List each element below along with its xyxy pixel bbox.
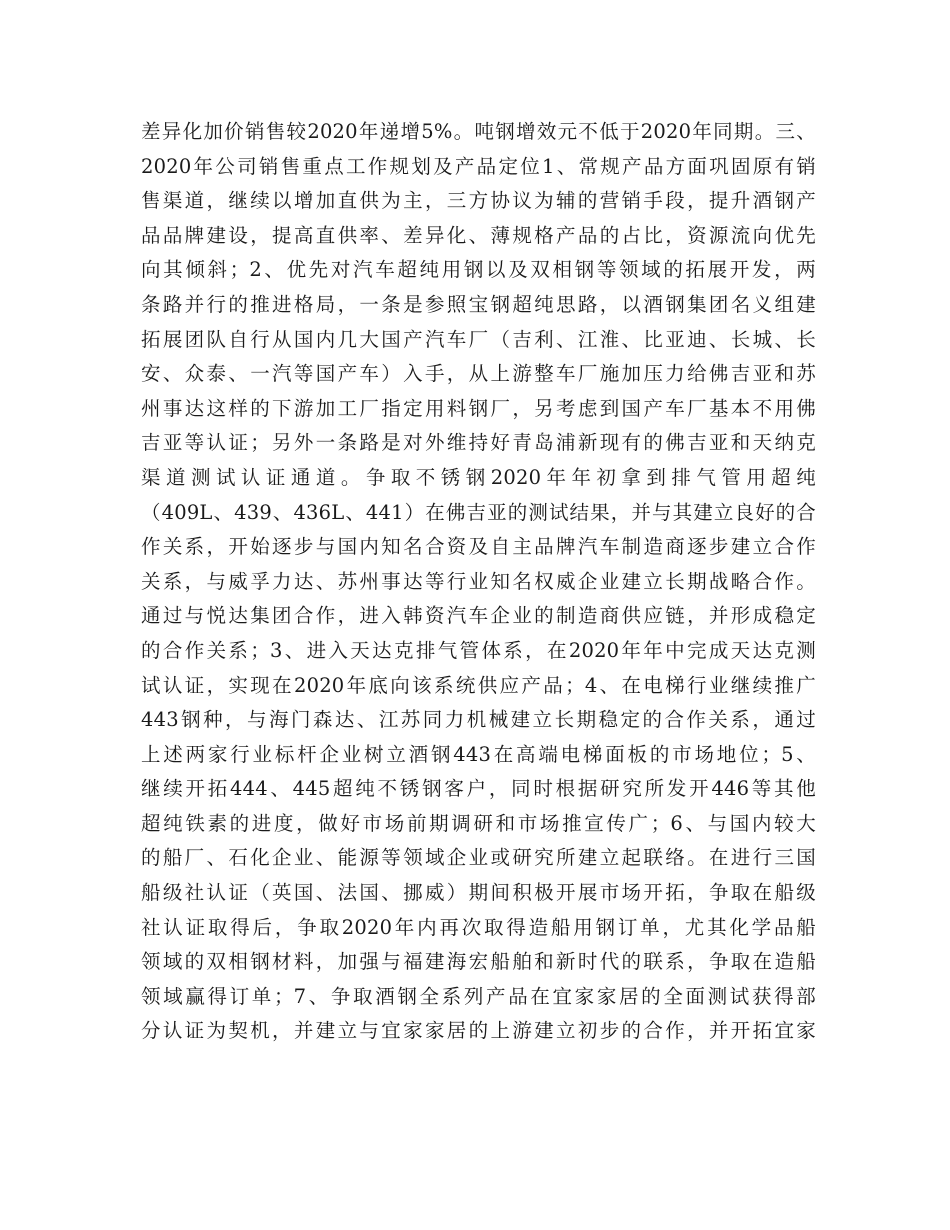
text-line: 443钢种，与海门森达、江苏同力机械建立长期稳定的合作关系，通过 [141,708,816,732]
text-line: 超纯铁素的进度，做好市场前期调研和市场推宣传广；6、与国内较大 [141,811,816,835]
text-line: 上述两家行业标杆企业树立酒钢443在高端电梯面板的市场地位；5、 [141,742,816,766]
text-line: 继续开拓444、445超纯不锈钢客户，同时根据研究所发开446等其他 [141,777,816,801]
text-line: 社认证取得后，争取2020年内再次取得造船用钢订单，尤其化学品船 [141,915,816,939]
text-line: 渠道测试认证通道。争取不锈钢2020年年初拿到排气管用超纯 [141,465,816,489]
text-line: 吉亚等认证；另外一条路是对外维持好青岛浦新现有的佛吉亚和天纳克 [141,431,816,455]
text-line: 安、众泰、一汽等国产车）入手，从上游整车厂施加压力给佛吉亚和苏 [141,362,816,386]
text-line: 差异化加价销售较2020年递增5%。吨钢增效元不低于2020年同期。三、 [141,120,816,143]
body-paragraph [141,115,816,1049]
text-line: 2020年公司销售重点工作规划及产品定位1、常规产品方面巩固原有销 [141,154,816,178]
text-line: 领域的双相钢材料，加强与福建海宏船舶和新时代的联系，争取在造船 [141,950,816,974]
text-line: 的船厂、石化企业、能源等领域企业或研究所建立起联络。在进行三国 [141,846,816,870]
text-line: 向其倾斜；2、优先对汽车超纯用钢以及双相钢等领域的拓展开发，两 [141,258,816,282]
text-line: 的合作关系；3、进入天达克排气管体系，在2020年年中完成天达克测 [141,638,816,662]
text-line: 品品牌建设，提高直供率、差异化、薄规格产品的占比，资源流向优先 [141,223,816,247]
text-line: （409L、439、436L、441）在佛吉亚的测试结果，并与其建立良好的合 [141,500,816,524]
text-line: 作关系，开始逐步与国内知名合资及自主品牌汽车制造商逐步建立合作 [141,535,816,559]
text-line: 试认证，实现在2020年底向该系统供应产品；4、在电梯行业继续推广 [141,673,816,697]
text-line: 关系，与威孚力达、苏州事达等行业知名权威企业建立长期战略合作。 [141,569,816,593]
text-line: 州事达这样的下游加工厂指定用料钢厂，另考虑到国产车厂基本不用佛 [141,396,816,420]
text-line: 拓展团队自行从国内几大国产汽车厂（吉利、江淮、比亚迪、长城、长 [141,327,816,351]
text-line: 分认证为契机，并建立与宜家家居的上游建立初步的合作，并开拓宜家 [141,1019,816,1043]
text-line: 通过与悦达集团合作，进入韩资汽车企业的制造商供应链，并形成稳定 [141,604,816,628]
text-line: 条路并行的推进格局，一条是参照宝钢超纯思路，以酒钢集团名义组建 [141,292,816,316]
text-line: 售渠道，继续以增加直供为主，三方协议为辅的营销手段，提升酒钢产 [141,189,816,213]
text-line: 领域赢得订单；7、争取酒钢全系列产品在宜家家居的全面测试获得部 [141,984,816,1008]
text-line: 船级社认证（英国、法国、挪威）期间积极开展市场开拓，争取在船级 [141,881,816,905]
